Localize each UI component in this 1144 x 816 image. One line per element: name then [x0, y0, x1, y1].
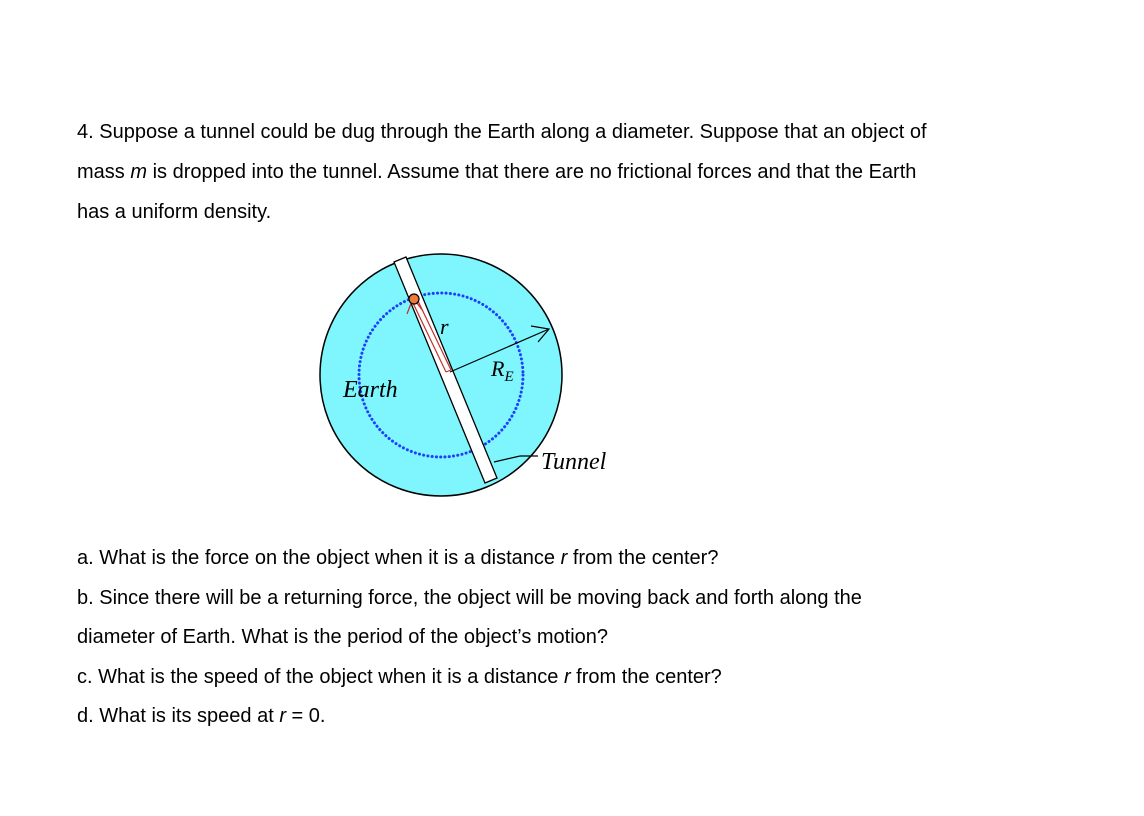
question-d [77, 697, 1077, 737]
question-c-variable: r [563, 665, 571, 688]
intro-line-2-start: mass [77, 161, 131, 183]
mass-variable: m [130, 161, 148, 183]
question-a [77, 539, 1077, 579]
question-b-line-2: diameter of Earth. What is the period of the object’s motion? [77, 626, 609, 648]
question-a-variable: r [560, 547, 568, 569]
question-d-start: d. What is its speed at [77, 705, 280, 727]
question-a-end: from the center? [567, 547, 719, 569]
intro-line-3: has a uniform density. [77, 201, 272, 223]
question-c [77, 658, 1077, 698]
r-label: r [440, 314, 449, 339]
tunnel-label: Tunnel [541, 449, 607, 475]
question-c-start: c. What is the speed of the object when it is a distance [77, 665, 564, 688]
question-b-line-1: b. Since there will be a returning force, the object will be moving back and forth along the [77, 586, 862, 609]
question-d-variable: r [279, 705, 286, 727]
question-list [77, 539, 1077, 737]
earth-radius-symbol: R [491, 356, 505, 381]
earth-radius-subscript: E [504, 369, 514, 385]
question-a-start: a. What is the force on the object when it is a distance [77, 547, 561, 569]
intro-line-1: 4. Suppose a tunnel could be dug through the Earth along a diameter. Suppose that an object of [77, 121, 927, 143]
question-d-end: = 0. [286, 705, 326, 727]
falling-object [409, 294, 419, 304]
earth-label: Earth [343, 377, 398, 403]
intro-line-2-end: is dropped into the tunnel. Assume that there are no frictional forces and that the Earth [147, 161, 917, 183]
question-c-end: from the center? [570, 665, 722, 688]
